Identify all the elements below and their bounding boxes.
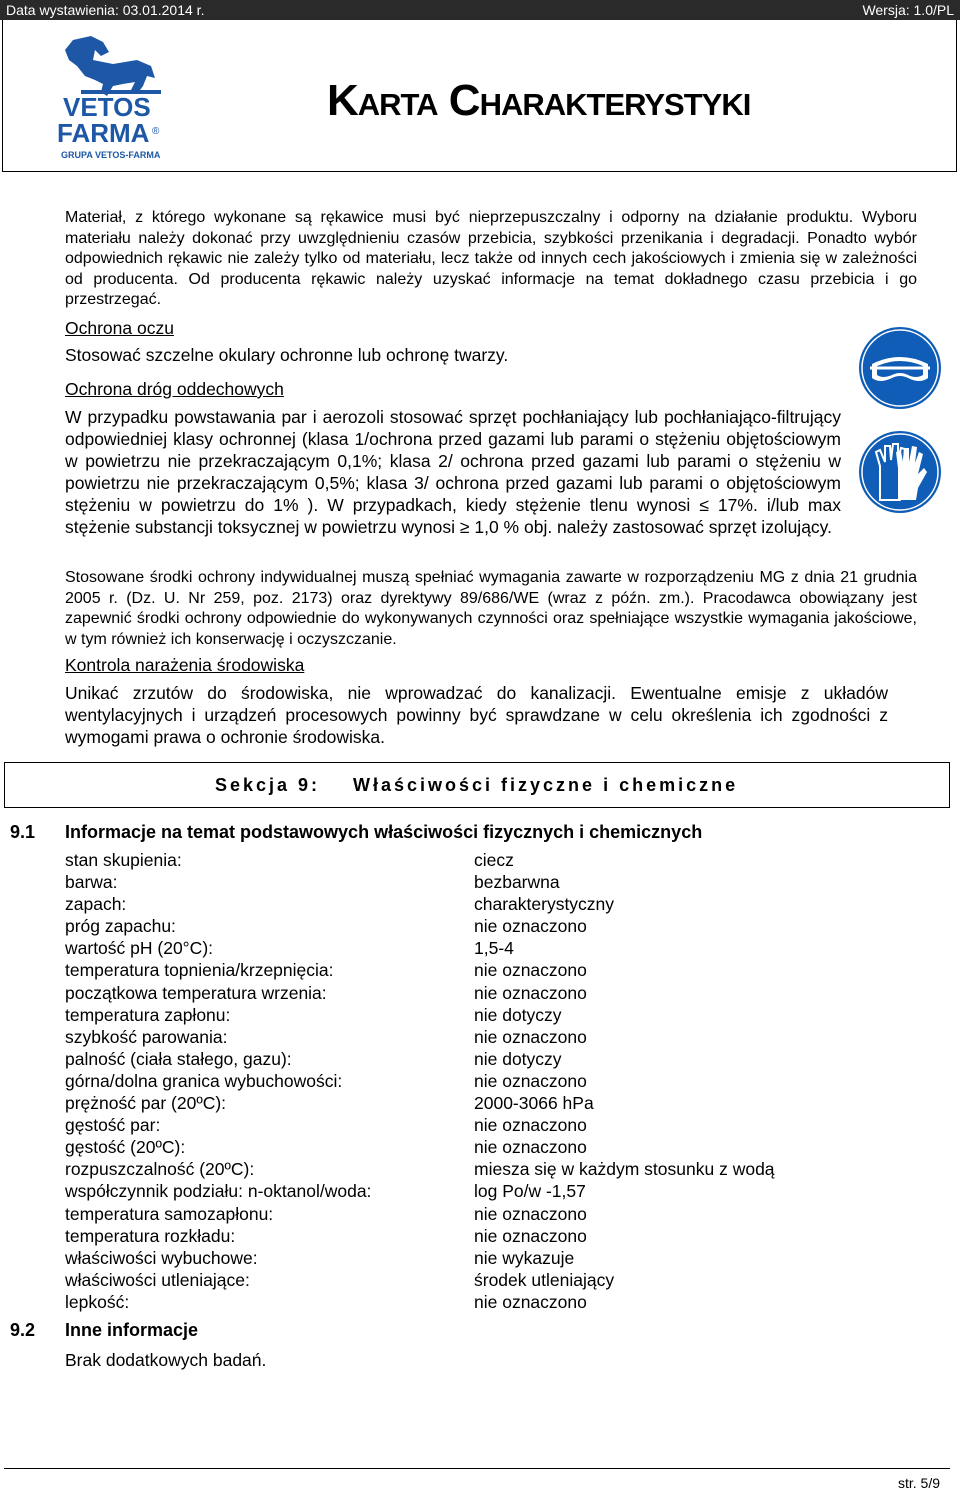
property-row: [65, 916, 865, 938]
property-row: [65, 1248, 865, 1270]
logo-text-farma: FARMA: [57, 118, 150, 148]
property-name: współczynnik podziału: n-oktanol/woda:: [65, 1181, 372, 1202]
property-value: charakterystyczny: [474, 894, 615, 915]
property-value: nie oznaczono: [474, 1070, 587, 1091]
property-row: [65, 1049, 865, 1071]
property-row: [65, 1159, 865, 1181]
property-value: środek utleniający: [474, 1269, 615, 1290]
section-title: Właściwości fizyczne i chemiczne: [353, 775, 739, 795]
issue-date: Data wystawienia: 03.01.2014 r.: [6, 2, 205, 18]
property-name: temperatura samozapłonu:: [65, 1203, 274, 1224]
logo-text-vetos: VETOS: [63, 92, 151, 122]
vetos-farma-logo: [51, 30, 173, 170]
document-header: [2, 20, 957, 172]
subsection-9-2-text: Brak dodatkowych badań.: [65, 1350, 267, 1370]
ppe-regulation-paragraph: Stosowane środki ochrony indywidualnej muszą spełniać wymagania zawarte w rozporządzeniu MG z dnia 21 grudnia 2005 r. (Dz. U. Nr 259, poz. 2173) oraz dyrektywy 89/686/WE (wraz z późn. zm.). Pracodawca obowiązany jest zapewnić środki ochrony odpowiednie do wykonywanych czynności oraz spełniające wszystkie wymagania jakościowe, w tym również ich konserwację i oczyszczanie.: [65, 569, 917, 648]
property-name: właściwości wybuchowe:: [65, 1247, 258, 1268]
property-row: [65, 1292, 865, 1314]
property-name: barwa:: [65, 872, 118, 893]
section-9-header: [4, 762, 950, 808]
property-value: bezbarwna: [474, 872, 560, 893]
property-value: nie wykazuje: [474, 1247, 575, 1268]
gloves-paragraph: Materiał, z którego wykonane są rękawice musi być nieprzepuszczalny i odporny na działanie produktu. Wyboru materiału należy dokonać przy uwzględnieniu czasów przebicia, szybkości przenikania i degradacji. Ponadto wybór odpowiednich rękawic nie zależy tylko od materiału, lecz także od innych cech jakościowych i zmienia się w zależności od producenta. Od producenta rękawic należy uzyskać informacje na temat dokładnego czasu przebicia i go przestrzegać.: [65, 209, 917, 309]
property-row: [65, 850, 865, 872]
eye-protection-text: Stosować szczelne okulary ochronne lub ochronę twarzy.: [65, 345, 509, 365]
property-value: ciecz: [474, 850, 514, 870]
property-value: nie oznaczono: [474, 1225, 587, 1246]
property-name: palność (ciała stałego, gazu):: [65, 1048, 292, 1069]
property-value: nie oznaczono: [474, 960, 587, 981]
respiratory-protection-heading: Ochrona dróg oddechowych: [65, 379, 284, 399]
environment-heading: Kontrola narażenia środowiska: [65, 655, 305, 675]
property-row: [65, 894, 865, 916]
eye-protection-heading: Ochrona oczu: [65, 318, 174, 338]
version: Wersja: 1.0/PL: [862, 2, 954, 18]
property-value: log Po/w -1,57: [474, 1181, 586, 1202]
property-row: [65, 1204, 865, 1226]
property-value: nie oznaczono: [474, 1115, 587, 1136]
property-name: stan skupienia:: [65, 850, 182, 870]
properties-list: [65, 850, 865, 1314]
property-row: [65, 1270, 865, 1292]
property-row: [65, 1181, 865, 1203]
property-name: prężność par (20ºC):: [65, 1093, 227, 1114]
property-name: temperatura zapłonu:: [65, 1004, 231, 1025]
property-row: [65, 960, 865, 982]
property-value: nie dotyczy: [474, 1048, 562, 1069]
respiratory-protection-text: W przypadku powstawania par i aerozoli stosować sprzęt pochłaniający lub pochłaniająco-filtrujący odpowiedniej klasy ochronnej (klasa 1/ochrona przed gazami lub parami o stężeniu objętościowym w powietrzu nie przekraczającym 0,1%; klasa 2/ ochrona przed gazami lub parami o stężeniu w powietrzu nie przekraczającym 0,5%; klasa 3/ ochrona przed gazami lub parami o objętościowym stężeniu w powietrzu do 1% ). W przypadkach, kiedy stężenie tlenu wynosi ≤ 17%. i/lub max stężenie substancji toksycznej w powietrzu wynosi ≥ 1,0 % obj. należy zastosować sprzęt izolujący.: [65, 407, 841, 537]
property-value: nie oznaczono: [474, 982, 587, 1003]
subsection-9-1-title: Informacje na temat podstawowych właściwości fizycznych i chemicznych: [65, 822, 703, 842]
property-name: wartość pH (20°C):: [65, 938, 214, 959]
subsection-9-2-title: Inne informacje: [65, 1320, 199, 1340]
property-row: [65, 1027, 865, 1049]
property-value: nie dotyczy: [474, 1004, 562, 1025]
property-name: zapach:: [65, 894, 127, 915]
property-name: właściwości utleniające:: [65, 1269, 250, 1290]
subsection-9-1-number: 9.1: [10, 822, 36, 842]
property-name: górna/dolna granica wybuchowości:: [65, 1070, 343, 1091]
property-name: próg zapachu:: [65, 916, 176, 937]
property-value: miesza się w każdym stosunku z wodą: [474, 1159, 775, 1180]
property-value: nie oznaczono: [474, 916, 587, 937]
property-name: gęstość par:: [65, 1115, 161, 1136]
property-value: nie oznaczono: [474, 1203, 587, 1224]
property-name: temperatura rozkładu:: [65, 1225, 236, 1246]
property-value: nie oznaczono: [474, 1291, 587, 1312]
property-row: [65, 938, 865, 960]
property-row: [65, 983, 865, 1005]
property-value: nie oznaczono: [474, 1026, 587, 1047]
property-name: rozpuszczalność (20ºC):: [65, 1159, 255, 1180]
property-row: [65, 1137, 865, 1159]
property-name: temperatura topnienia/krzepnięcia:: [65, 960, 334, 981]
subsection-9-2-number: 9.2: [10, 1320, 36, 1340]
logo-text-grupa: GRUPA VETOS-FARMA: [61, 150, 161, 160]
property-name: gęstość (20ºC):: [65, 1137, 186, 1158]
document-title: Karta Charakterystyki: [327, 76, 751, 125]
property-row: [65, 1115, 865, 1137]
property-value: 1,5-4: [474, 938, 514, 959]
property-value: 2000-3066 hPa: [474, 1093, 594, 1114]
property-row: [65, 1093, 865, 1115]
property-name: szybkość parowania:: [65, 1026, 228, 1047]
property-name: początkowa temperatura wrzenia:: [65, 982, 327, 1003]
footer-rule: [4, 1468, 950, 1469]
property-row: [65, 1226, 865, 1248]
property-name: lepkość:: [65, 1291, 130, 1312]
property-row: [65, 872, 865, 894]
goggles-icon: [858, 326, 942, 410]
top-bar: [0, 0, 960, 20]
property-row: [65, 1071, 865, 1093]
environment-text: Unikać zrzutów do środowiska, nie wprowadzać do kanalizacji. Ewentualne emisje z układów wentylacyjnych i urządzeń procesowych powinny być sprawdzane w celu określenia ich zgodności z wymogami prawa o ochronie środowiska.: [65, 683, 888, 747]
logo-registered: ®: [152, 126, 160, 137]
property-value: nie oznaczono: [474, 1137, 587, 1158]
section-label: Sekcja 9:: [215, 775, 321, 795]
property-row: [65, 1005, 865, 1027]
gloves-icon: [858, 430, 942, 514]
page-number: str. 5/9: [897, 1475, 940, 1491]
